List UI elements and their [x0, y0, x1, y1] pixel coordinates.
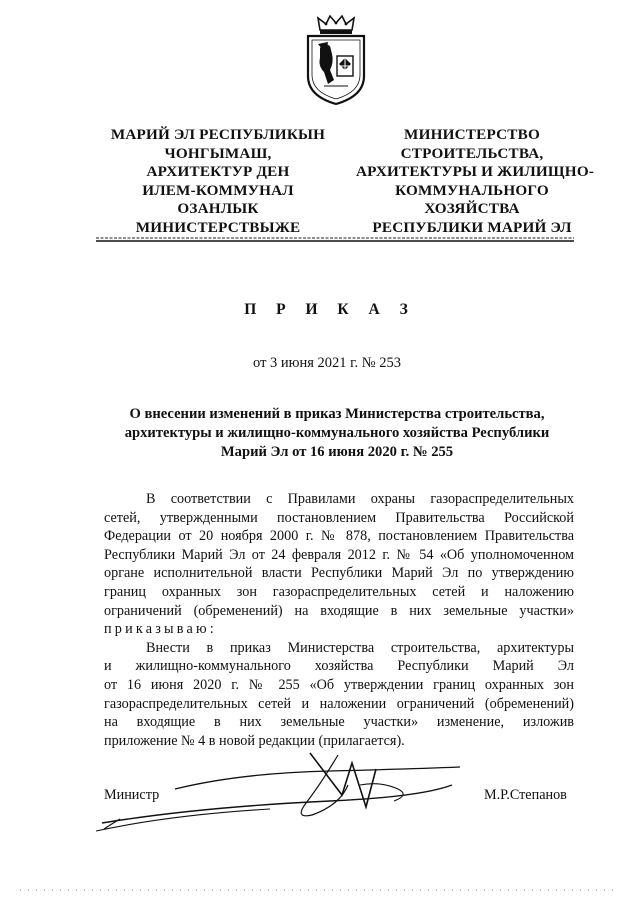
subject-line: О внесении изменений в приказ Министерства строительства, — [129, 406, 545, 422]
body-line: Республики Марий Эл от 24 февраля 2012 г. № 54 «Об уполномоченном — [104, 546, 574, 563]
body-line: Федерации от 20 ноября 2000 г. № 878, постановлением Правительства — [104, 528, 574, 545]
document-date-number: от 3 июня 2021 г. № 253 — [253, 355, 401, 371]
header-right-line: СТРОИТЕЛЬСТВА, — [400, 144, 544, 162]
header-divider — [96, 237, 574, 243]
handwritten-signature — [80, 745, 600, 845]
signatory-name: М.Р.Степанов — [484, 787, 567, 803]
body-line: от 16 июня 2020 г. № 255 «Об утверждении границ охранных зон — [104, 676, 574, 693]
signatory-position: Министр — [104, 787, 160, 803]
body-line: на входящие в них земельные участки» изменение, изложив — [104, 714, 574, 731]
header-left-line: МАРИЙ ЭЛ РЕСПУБЛИКЫН — [110, 126, 326, 143]
body-line: газораспределительных сетей и наложении ограничений (обременений) — [104, 695, 574, 712]
coat-of-arms-emblem — [304, 14, 368, 106]
body-line: сетей, утвержденными постановлением Правительства Российской — [104, 509, 574, 526]
header-right-line: КОММУНАЛЬНОГО — [395, 181, 549, 199]
subject-line: Марий Эл от 16 июня 2020 г. № 255 — [220, 444, 454, 460]
body-line: органе исполнительной власти Республики Марий Эл по утверждению — [104, 565, 574, 582]
header-ministry-name-mari — [102, 126, 334, 237]
header-left-line: ОЗАНЛЫК — [177, 200, 259, 217]
header-right-line: ХОЗЯЙСТВА — [424, 200, 520, 217]
subject-line: архитектуры и жилищно-коммунального хозяйства Республики — [124, 425, 550, 441]
header-right-line: АРХИТЕКТУРЫ И ЖИЛИЩНО- — [356, 163, 595, 180]
header-left-line: ЧОНГЫМАШ, — [164, 144, 272, 162]
document-subject — [102, 405, 572, 462]
scan-edge-dots — [20, 886, 620, 894]
body-line: приложение № 4 в новой редакции (прилагается). — [104, 732, 405, 749]
body-line: и жилищно-коммунального хозяйства Республики Марий Эл — [104, 658, 574, 675]
body-line: В соответствии с Правилами охраны газораспределительных — [146, 491, 574, 507]
body-line: Внести в приказ Министерства строительства, архитектуры — [146, 639, 574, 656]
header-ministry-name-russian — [356, 126, 595, 237]
header-right-line: МИНИСТЕРСТВО — [404, 126, 540, 143]
signature-block — [80, 745, 600, 845]
header-left-line: АРХИТЕКТУР ДЕН — [146, 163, 290, 180]
document-body — [104, 490, 574, 750]
header-left-line: ИЛЕМ-КОММУНАЛ — [142, 181, 294, 199]
body-line: границ охранных зон газораспределительных сетей и наложению — [104, 583, 574, 600]
body-line: ограничений (обременений) на входящие в них земельные участки» — [104, 602, 574, 619]
document-title: П Р И К А З — [244, 301, 416, 318]
header-left-line: МИНИСТЕРСТВЫЖЕ — [135, 218, 301, 236]
orders-word: приказываю: — [104, 621, 217, 638]
header-right-line: РЕСПУБЛИКИ МАРИЙ ЭЛ — [372, 218, 572, 236]
